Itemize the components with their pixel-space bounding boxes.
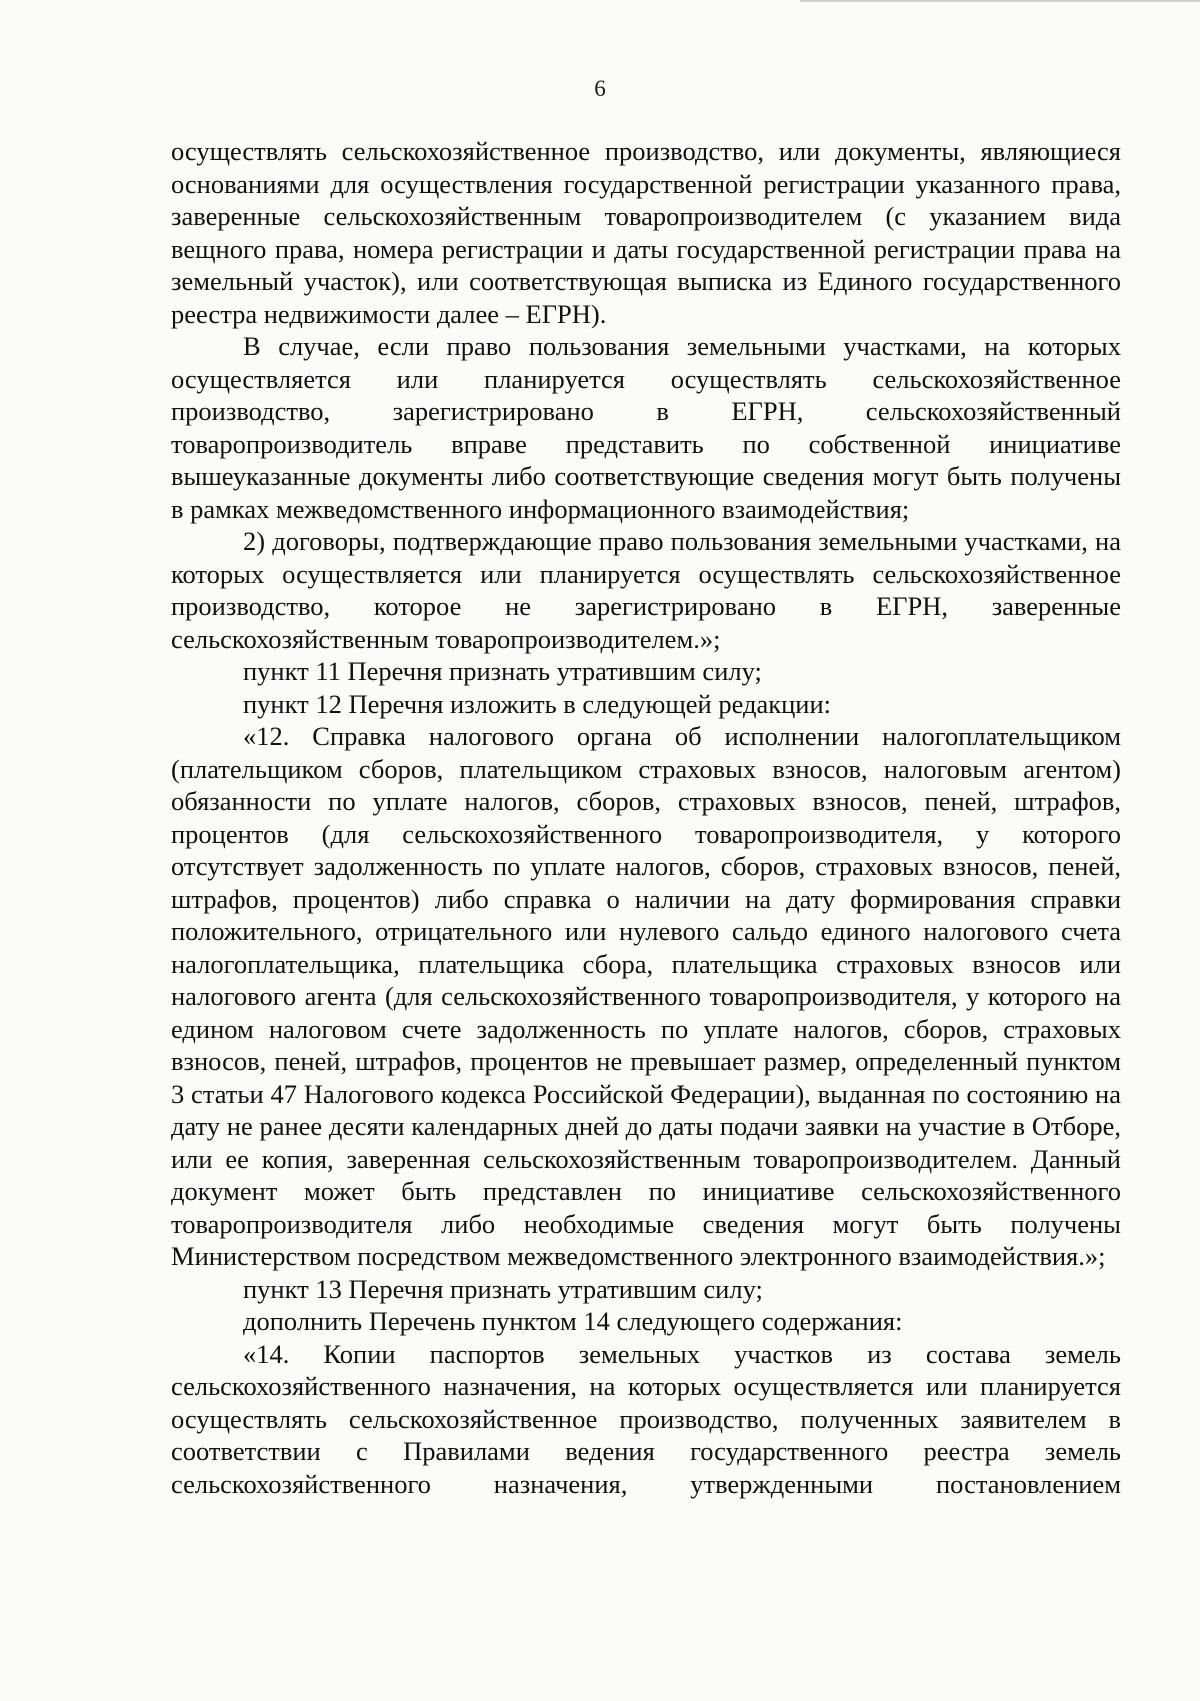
paragraph-continuation: осуществлять сельскохозяйственное производство, или документы, являющиеся основаниями для осуществления государственной регистрации указанного права, заверенные сельскохозяйственным товаропроизводителем (с указанием вида вещного права, номера регистрации и даты государственной регистрации права на земельный участок), или соответствующая выписка из Единого государственного реестра недвижимости далее – ЕГРН). — [171, 136, 1121, 329]
paragraph-item-11-repeal: пункт 11 Перечня признать утратившим силу; — [243, 656, 762, 686]
paragraph-item-13-repeal: пункт 13 Перечня признать утратившим силу; — [243, 1273, 763, 1304]
paragraph-item-12-text: «12. Справка налогового органа об исполнении налогоплательщиком (плательщиком сборов, плательщиком страховых взносов, налоговым агентом) обязанности по уплате налогов, сборов, страховых взносов, пеней, штрафов, процентов (для сельскохозяйственного товаропроизводителя, у которого отсутствует задолженность по уплате налогов, сборов, страховых взносов, пеней, штрафов, процентов) либо справка о наличии на дату формирования справки положительного, отрицательного или нулевого сальдо единого налогового счета налогоплательщика, плательщика сбора, плательщика страховых взносов или налогового агента (для сельскохозяйственного товаропроизводителя, у которого на едином налоговом счете задолженность по уплате налогов, сборов, страховых взносов, пеней, штрафов, процентов не превышает размер, определенный пунктом 3 статьи 47 Налогового кодекса Российской Федерации), выданная по состоянию на дату не ранее десяти календарных дней до даты подачи заявки на участие в Отборе, или ее копия, заверенная сельскохозяйственным товаропроизводителем. Данный документ может быть представлен по инициативе сельскохозяйственного товаропроизводителя либо необходимые сведения могут быть получены Министерством посредством межведомственного электронного взаимодействия.»; — [171, 721, 1121, 1271]
page-number: 6 — [594, 76, 606, 101]
paragraph-item-14-add: дополнить Перечень пунктом 14 следующего содержания: — [243, 1306, 903, 1336]
paragraph-item-14-text: «14. Копии паспортов земельных участков из состава земель сельскохозяйственного назначения, на которых осуществляется или планируется осуществлять сельскохозяйственное производство, полученных заявителем в соответствии с Правилами ведения государственного реестра земель сельскохозяйственного назначения, утвержденными постановлением — [171, 1338, 1121, 1499]
document-body — [171, 135, 1121, 1500]
paragraph-item-12-amend: пункт 12 Перечня изложить в следующей редакции: — [243, 688, 832, 719]
scan-edge-line — [800, 0, 1200, 2]
paragraph-egrn-registered: В случае, если право пользования земельными участками, на которых осуществляется или планируется осуществлять сельскохозяйственное производство, зарегистрировано в ЕГРН, сельскохозяйственный товаропроизводитель вправе представить по собственной инициативе вышеуказанные документы либо соответствующие сведения могут быть получены в рамках межведомственного информационного взаимодействия; — [171, 331, 1121, 524]
paragraph-item-2-contracts: 2) договоры, подтверждающие право пользования земельными участками, на которых осуществляется или планируется осуществлять сельскохозяйственное производство, которое не зарегистрировано в ЕГРН, заверенные сельскохозяйственным товаропроизводителем.»; — [171, 526, 1121, 654]
